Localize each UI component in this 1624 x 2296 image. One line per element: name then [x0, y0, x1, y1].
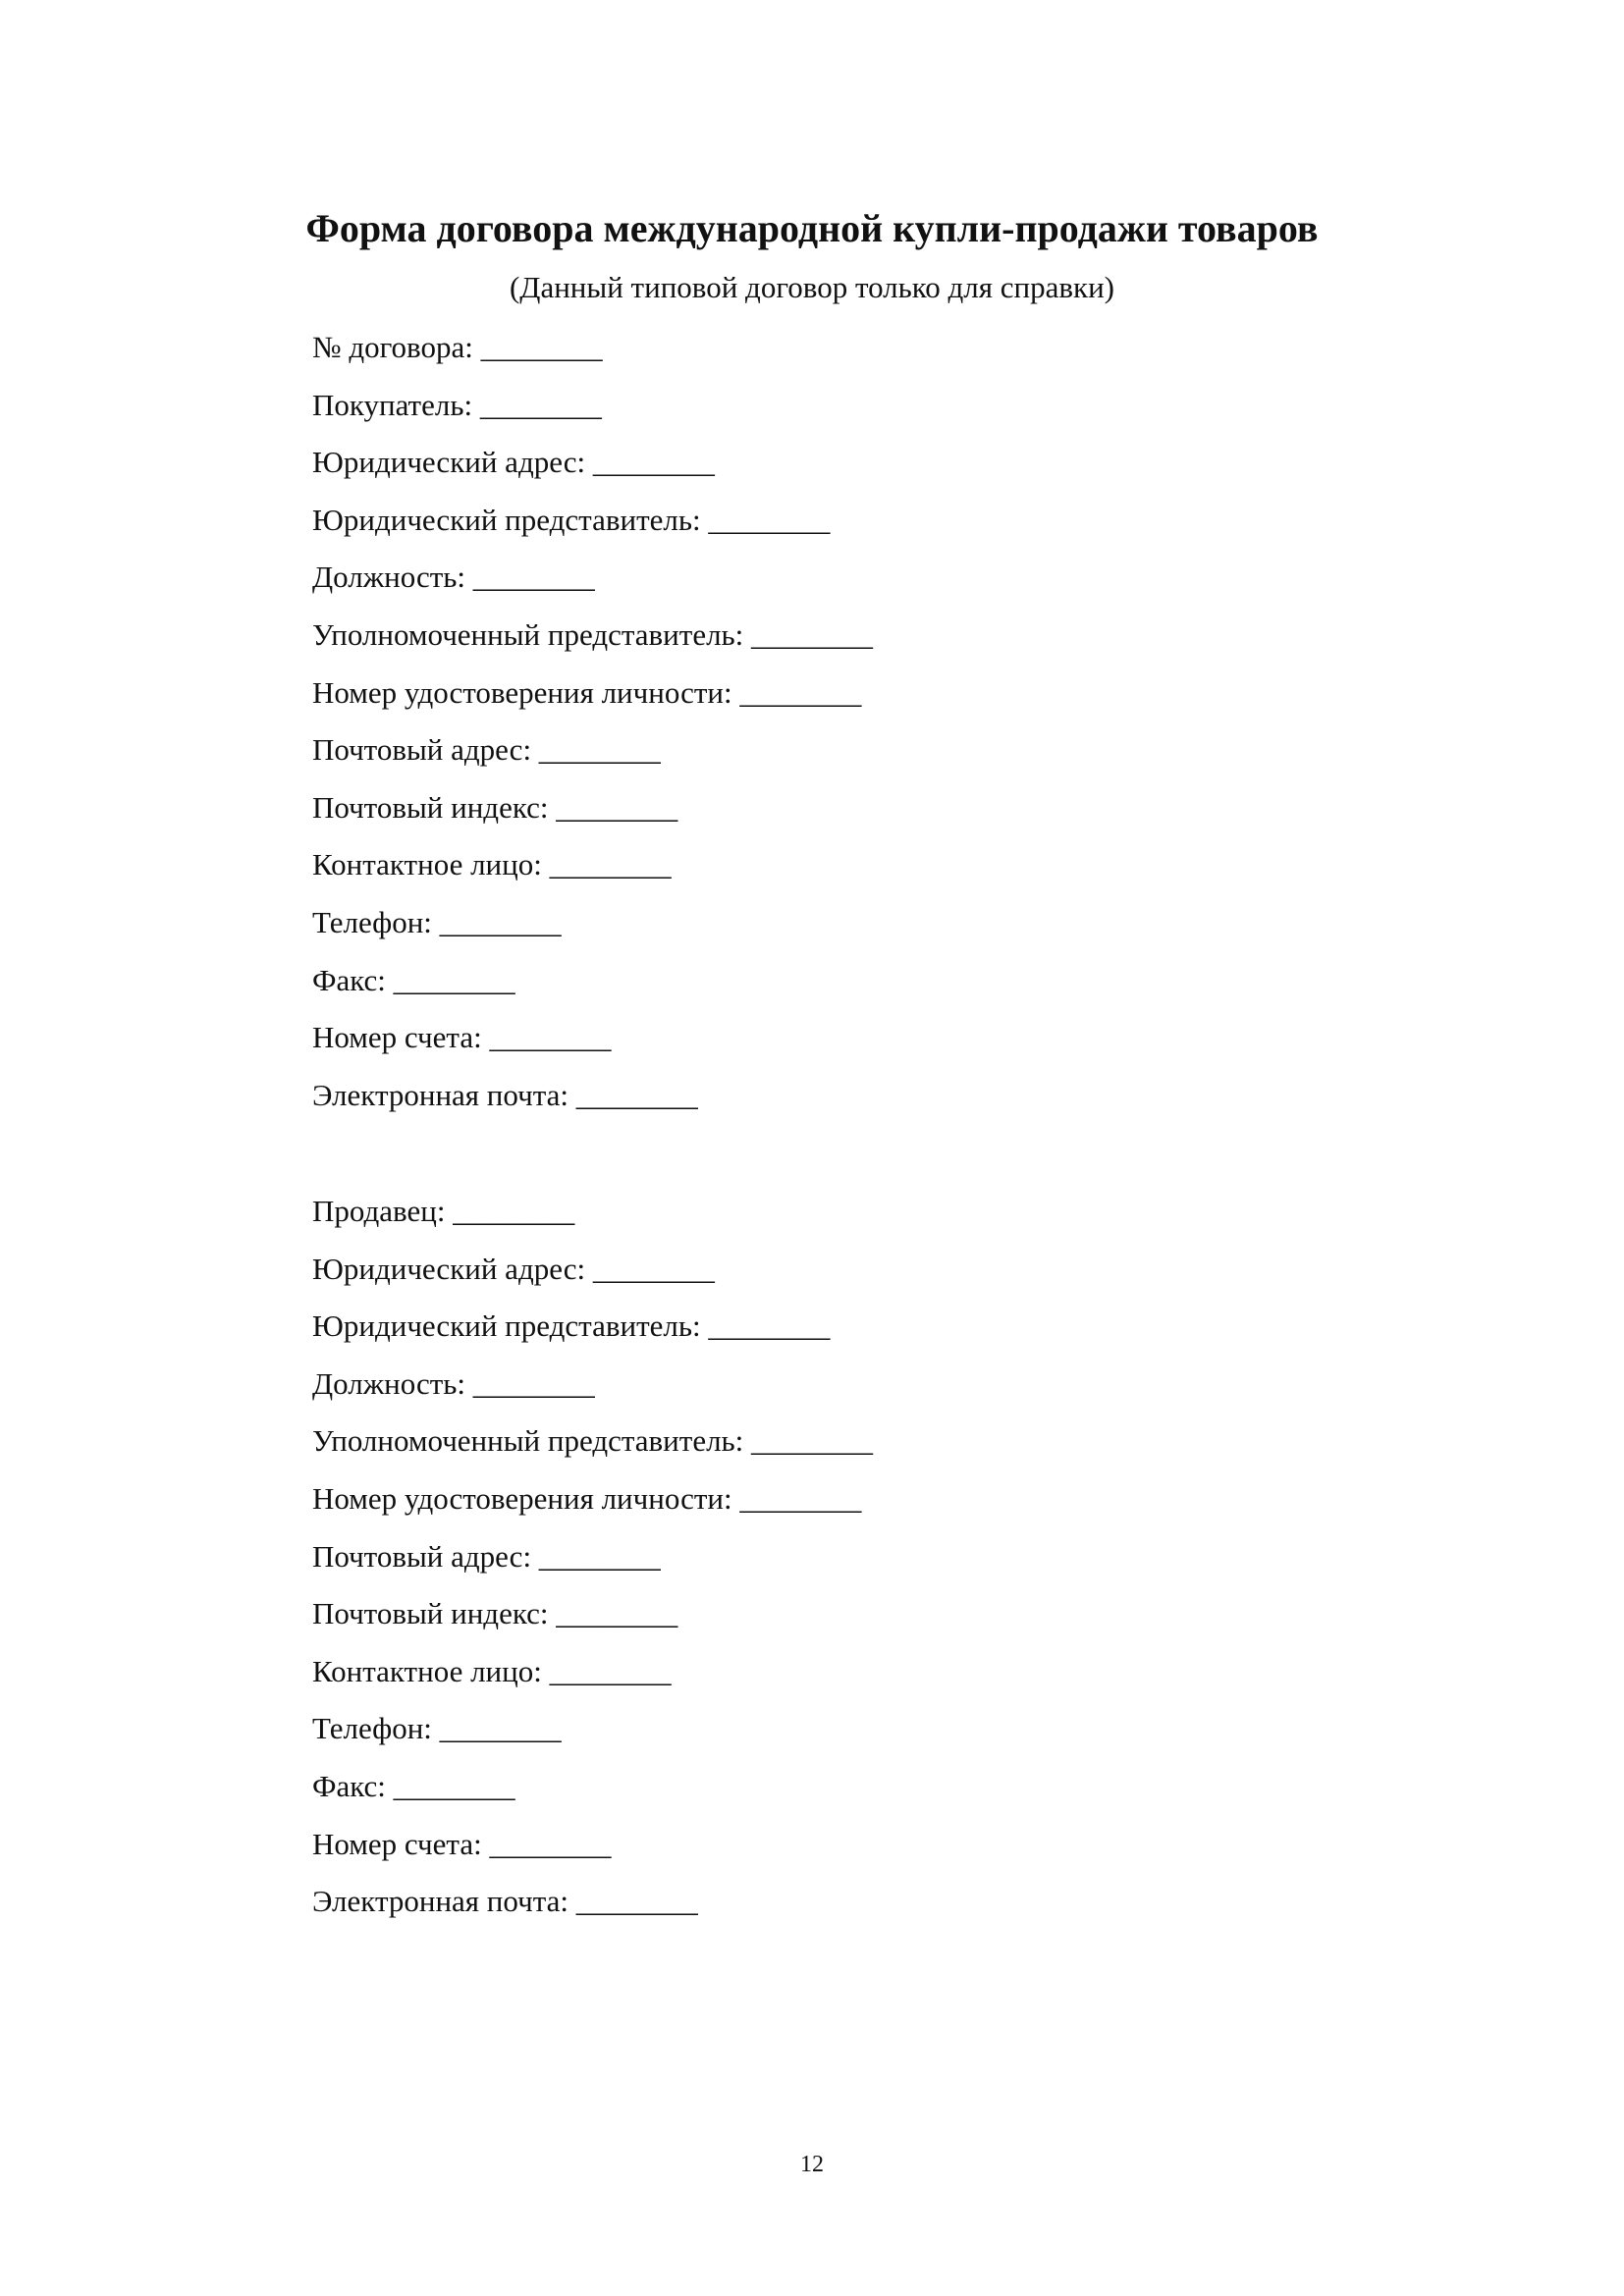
field-seller-fax: Факс: ________: [312, 1768, 515, 1803]
field-seller-legal-representative: Юридический представитель: ________: [312, 1308, 831, 1344]
field-buyer-postal-code: Почтовый индекс: ________: [312, 789, 678, 825]
field-buyer-account-number: Номер счета: ________: [312, 1020, 612, 1055]
field-seller-account-number: Номер счета: ________: [312, 1826, 612, 1861]
field-seller-phone: Телефон: ________: [312, 1711, 562, 1746]
field-buyer-authorized-representative: Уполномоченный представитель: ________: [312, 616, 874, 652]
field-buyer-contact-person: Контактное лицо: ________: [312, 847, 672, 882]
field-buyer-legal-address: Юридический адрес: ________: [312, 445, 715, 480]
buyer-section: [312, 328, 1392, 1133]
field-buyer-legal-representative: Юридический представитель: ________: [312, 502, 831, 537]
field-seller-legal-address: Юридический адрес: ________: [312, 1251, 715, 1286]
field-seller-postal-address: Почтовый адрес: ________: [312, 1538, 661, 1574]
field-seller-email: Электронная почта: ________: [312, 1884, 698, 1919]
field-buyer-id-number: Номер удостоверения личности: ________: [312, 674, 862, 710]
field-seller: Продавец: ________: [312, 1194, 575, 1228]
field-buyer: Покупатель: ________: [312, 387, 602, 422]
field-buyer-phone: Телефон: ________: [312, 904, 562, 939]
field-seller-position: Должность: ________: [312, 1365, 595, 1401]
field-seller-authorized-representative: Уполномоченный представитель: ________: [312, 1423, 874, 1459]
field-buyer-email: Электронная почта: ________: [312, 1077, 698, 1112]
seller-section: [312, 1192, 1392, 1940]
field-seller-id-number: Номер удостоверения личности: ________: [312, 1480, 862, 1516]
document-title: Форма договора международной купли-продажи товаров: [305, 206, 1319, 250]
field-contract-number: № договора: ________: [312, 330, 603, 364]
field-seller-contact-person: Контактное лицо: ________: [312, 1653, 672, 1688]
field-buyer-postal-address: Почтовый адрес: ________: [312, 732, 661, 768]
document-subtitle: (Данный типовой договор только для справки): [509, 270, 1114, 304]
field-buyer-fax: Факс: ________: [312, 962, 515, 997]
field-seller-postal-code: Почтовый индекс: ________: [312, 1596, 678, 1631]
page-number: 12: [800, 2152, 824, 2177]
field-buyer-position: Должность: ________: [312, 560, 595, 595]
